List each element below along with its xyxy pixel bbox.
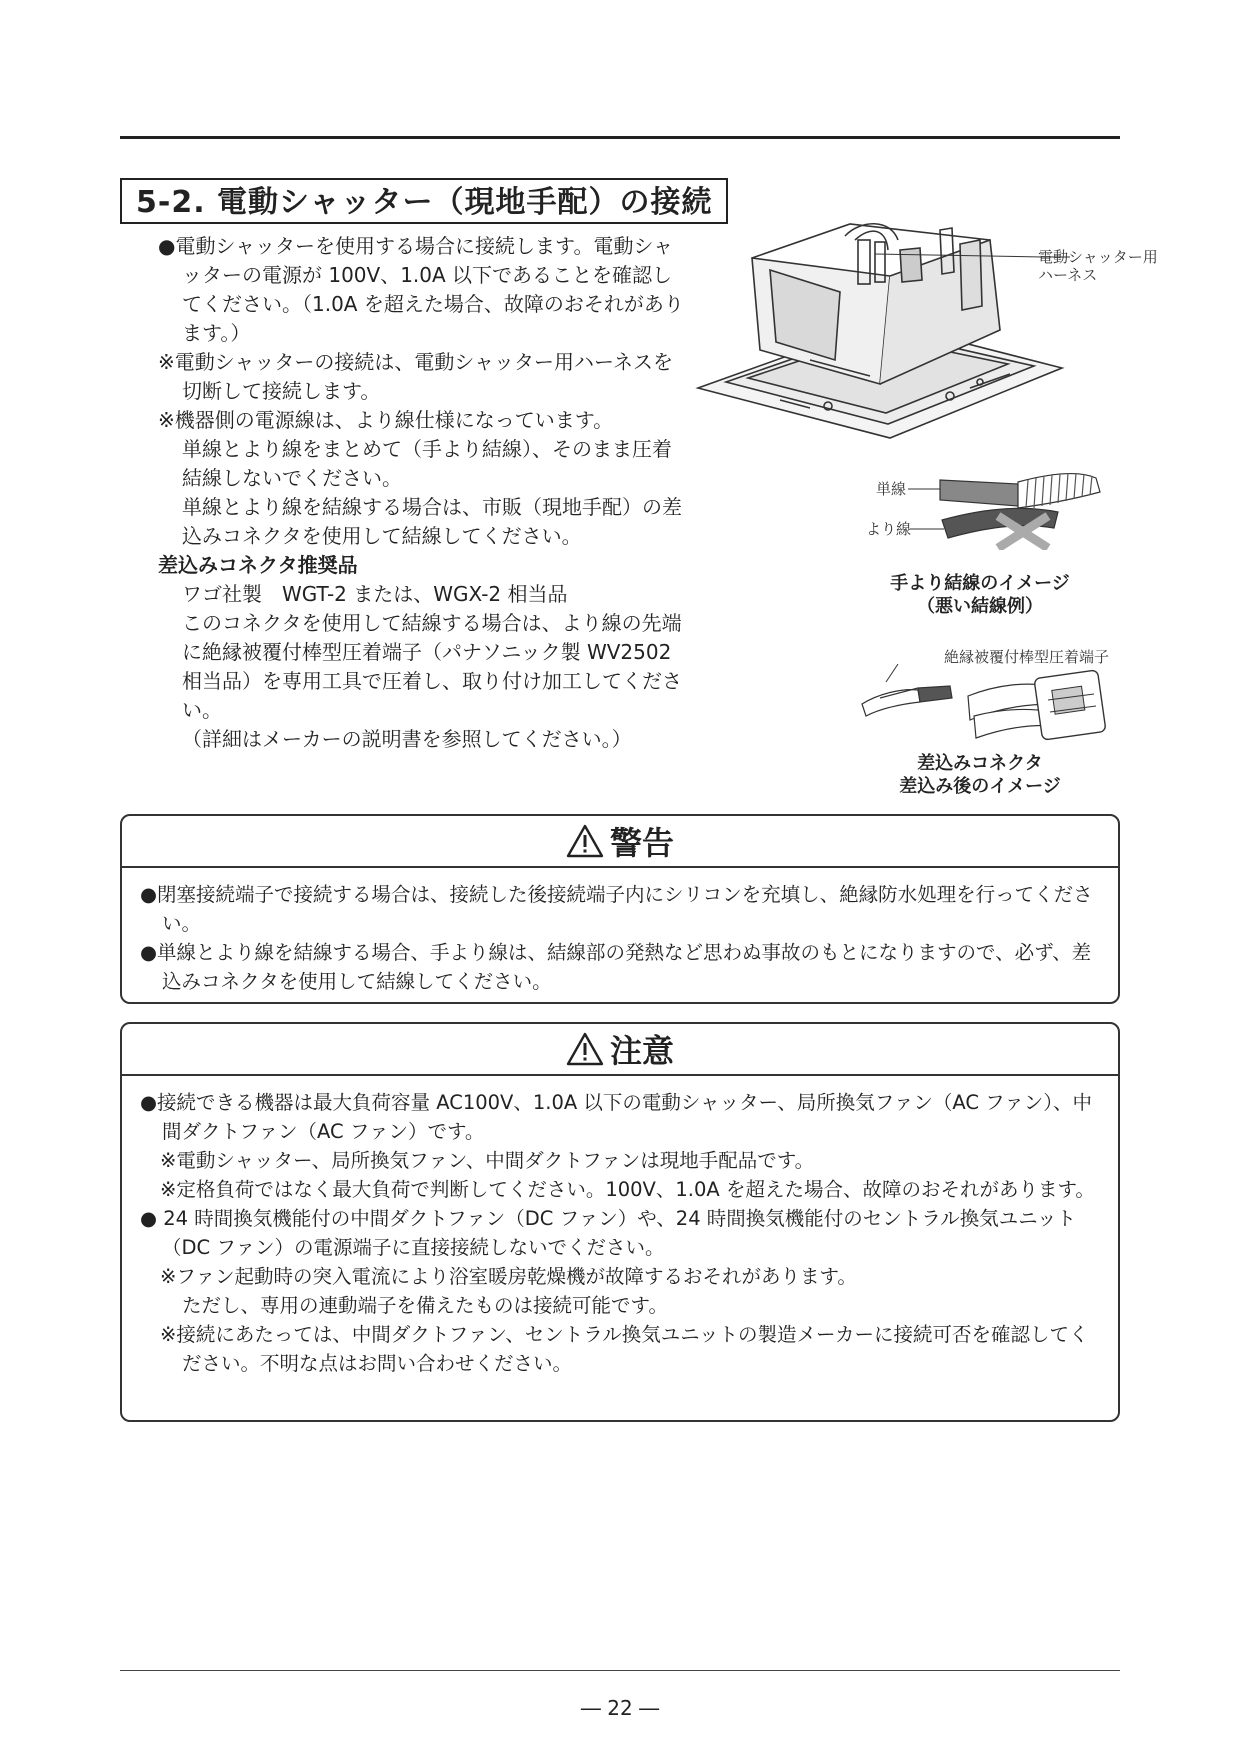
terminal-label: 絶縁被覆付棒型圧着端子	[944, 648, 1110, 666]
caution-triangle-icon	[566, 1032, 604, 1066]
bottom-rule	[120, 1670, 1120, 1671]
caution-note-exception: ただし、専用の連動端子を備えたものは接続可能です。	[182, 1294, 668, 1317]
bad-connection-caption: 手より結線のイメージ （悪い結線例）	[890, 573, 1070, 617]
caution-box	[120, 1022, 1120, 1422]
caution-body	[122, 1076, 1118, 1388]
warning-title: 警告	[609, 824, 674, 862]
section-title: 5-2. 電動シャッター（現地手配）の接続	[120, 178, 728, 224]
intro-text	[158, 232, 688, 754]
warning-box	[120, 814, 1120, 1004]
caution-note-inrush: ※ファン起動時の突入電流により浴室暖房乾燥機が故障するおそれがあります。	[160, 1265, 857, 1288]
recommended-heading: 差込みコネクタ推奨品	[158, 553, 358, 577]
warning-body	[122, 868, 1118, 1004]
caution-note-local: ※電動シャッター、局所換気ファン、中間ダクトファンは現地手配品です。	[160, 1149, 815, 1172]
caution-title: 注意	[609, 1032, 674, 1070]
solid-wire-label: 単線	[876, 480, 907, 498]
connector-illustration	[858, 664, 1108, 744]
intro-note-use-connector: 単線とより線を結線する場合は、市販（現地手配）の差込みコネクタを使用して結線してください。	[182, 495, 682, 548]
recommended-product: ワゴ社製 WGT-2 または、WGX-2 相当品	[182, 582, 568, 606]
caution-bullet-dc-fan: ● 24 時間換気機能付の中間ダクトファン（DC ファン）や、24 時間換気機能付のセントラル換気ユニット（DC ファン）の電源端子に直接接続しないでください。	[140, 1207, 1076, 1259]
solid-wire-leader	[908, 487, 940, 491]
unit-illustration	[690, 210, 1070, 440]
warning-item: ●単線とより線を結線する場合、手より線は、結線部の発熱など思わぬ事故のもとになりますので、必ず、差込みコネクタを使用して結線してください。	[140, 941, 1092, 993]
warning-header	[122, 816, 1118, 868]
caution-header	[122, 1024, 1118, 1076]
recommended-instructions: このコネクタを使用して結線する場合は、より線の先端に絶縁被覆付棒型圧着端子（パナソニック製 WV2502 相当品）を専用工具で圧着し、取り付け加工してください。	[182, 611, 682, 722]
stranded-wire-leader	[910, 527, 944, 531]
caution-note-max-load: ※定格負荷ではなく最大負荷で判断してください。100V、1.0A を超えた場合、故障のおそれがあります。	[160, 1178, 1095, 1201]
intro-note-stranded: ※機器側の電源線は、より線仕様になっています。	[158, 408, 614, 432]
intro-bullet: ●電動シャッターを使用する場合に接続します。電動シャッターの電源が 100V、1.0A 以下であることを確認してください。（1.0A を超えた場合、故障のおそれがあります。）	[158, 234, 684, 345]
stranded-wire-label: より線	[866, 520, 912, 538]
warning-item: ●閉塞接続端子で接続する場合は、接続した後接続端子内にシリコンを充填し、絶縁防水処理を行ってください。	[140, 883, 1093, 935]
intro-note-no-twist: 単線とより線をまとめて（手より結線）、そのまま圧着結線しないでください。	[182, 437, 672, 490]
harness-label: 電動シャッター用 ハーネス	[1038, 248, 1158, 284]
connector-caption: 差込みコネクタ 差込み後のイメージ	[899, 753, 1061, 797]
twisted-wire-illustration	[908, 470, 1108, 550]
recommended-reference: （詳細はメーカーの説明書を参照してください。）	[182, 727, 632, 751]
warning-triangle-icon	[566, 824, 604, 858]
page-number: ― 22 ―	[580, 1696, 660, 1720]
caution-bullet-capacity: ●接続できる機器は最大負荷容量 AC100V、1.0A 以下の電動シャッター、局所換気ファン（AC ファン）、中間ダクトファン（AC ファン）です。	[140, 1091, 1093, 1143]
top-rule	[120, 136, 1120, 139]
caution-note-confirm: ※接続にあたっては、中間ダクトファン、セントラル換気ユニットの製造メーカーに接続可否を確認してください。不明な点はお問い合わせください。	[160, 1323, 1089, 1375]
intro-note-harness: ※電動シャッターの接続は、電動シャッター用ハーネスを切断して接続します。	[158, 350, 673, 403]
